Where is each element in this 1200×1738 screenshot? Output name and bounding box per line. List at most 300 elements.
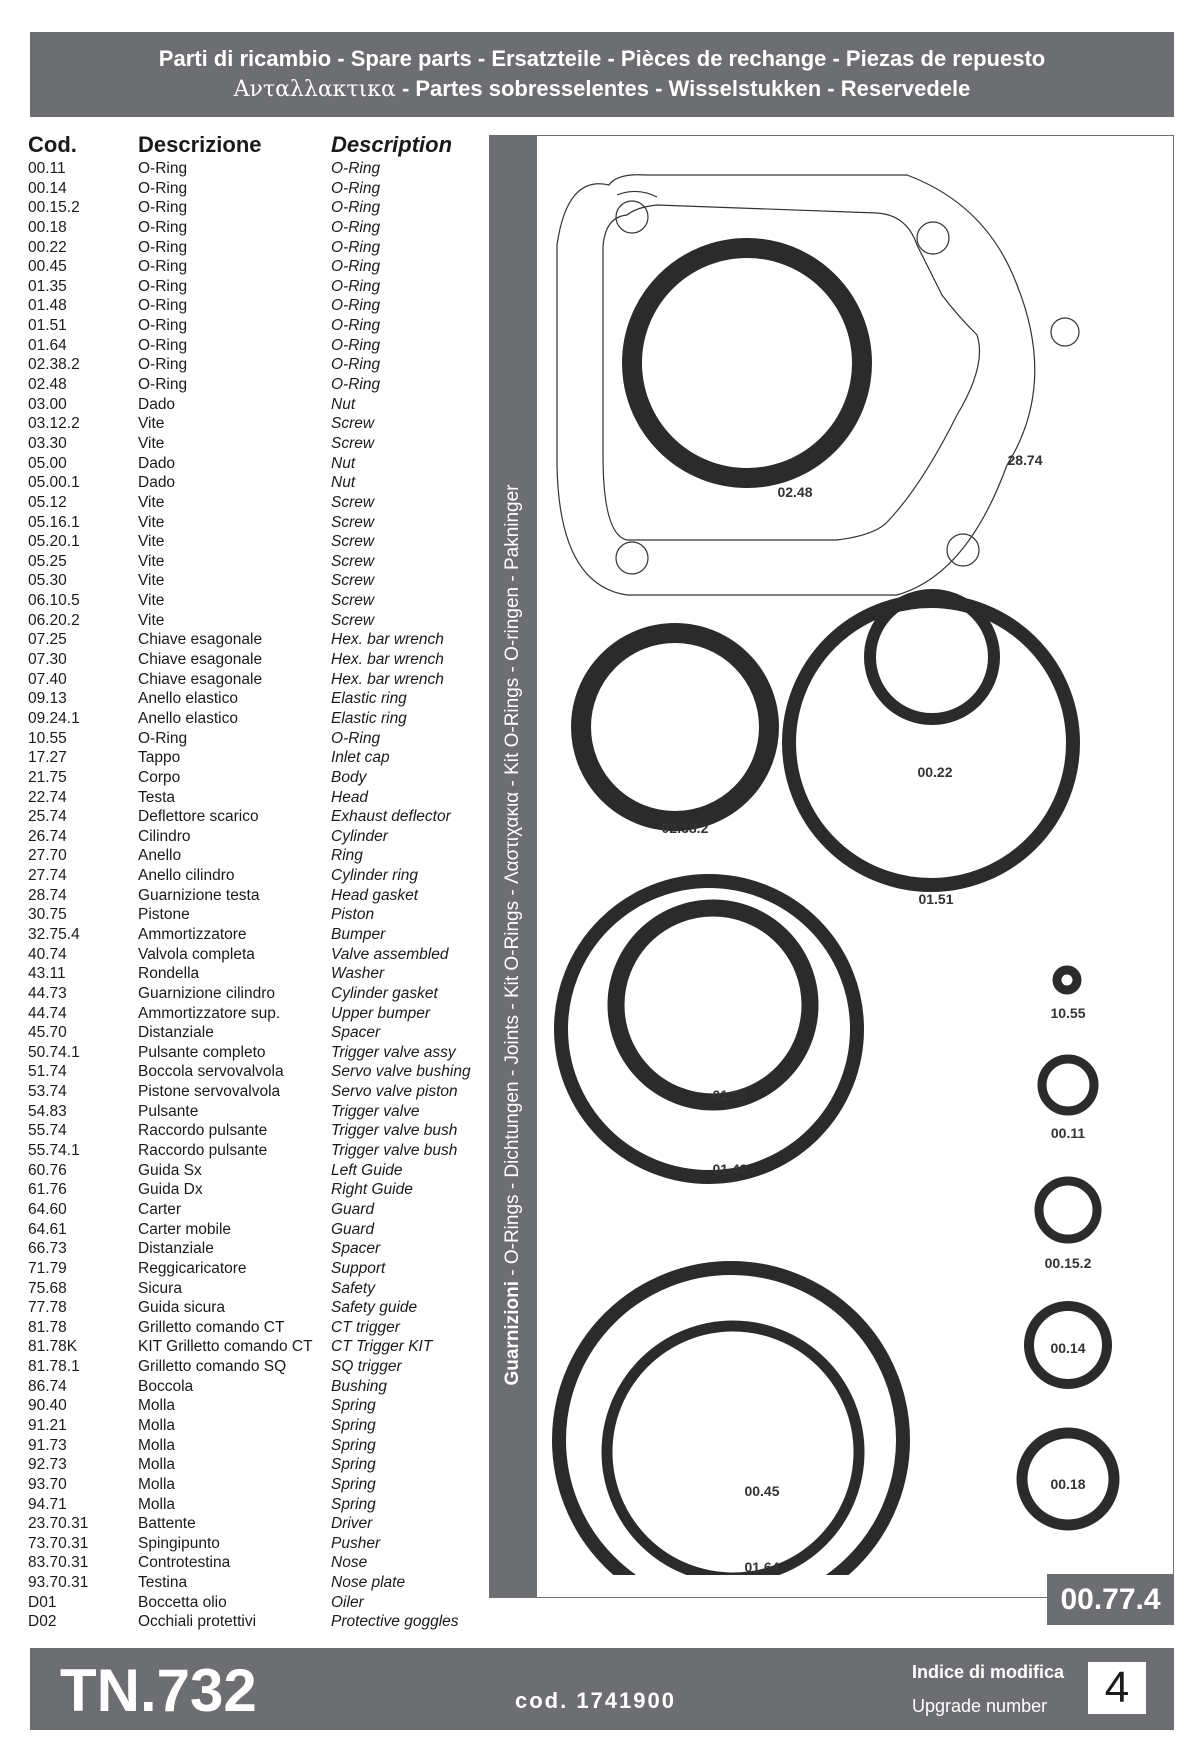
part-description-en: Spring [331,1417,376,1434]
part-code: 83.70.31 [28,1554,89,1572]
part-code: 00.11 [28,160,66,177]
model-number: TN.732 [60,1657,257,1724]
table-row [28,1102,488,1122]
part-description-en: Screw [331,493,375,511]
part-description-it: Anello elastico [138,690,238,708]
part-description-en: Guard [331,1200,375,1218]
part-code: 75.68 [28,1279,67,1297]
part-description-en: O-Ring [331,199,381,217]
part-description-en: Trigger valve bush [331,1122,458,1140]
part-description-it: Pulsante completo [138,1043,266,1061]
part-code: 40.74 [28,945,67,963]
part-description-it: Dado [138,454,176,472]
table-row [28,1062,488,1082]
table-row [28,1553,488,1573]
part-code: 05.25 [28,552,67,570]
table-row [28,689,488,709]
part-code: 64.61 [28,1220,67,1238]
part-code: 55.74 [28,1122,67,1140]
part-description-en: Trigger valve bush [331,1142,458,1160]
part-code: 55.74.1 [28,1142,80,1160]
table-row [28,414,488,434]
footer-bar [30,1648,1174,1730]
table-row [28,1455,488,1475]
part-description-en: Nut [331,454,356,472]
part-description-it: Vite [138,434,165,452]
part-code: 91.21 [28,1417,67,1434]
label-01-51: 01.51 [918,891,954,907]
part-code: 01.64 [28,336,67,354]
catalog-code: cod. 1741900 [515,1688,676,1713]
part-description-en: Valve assembled [331,945,449,963]
part-description-it: Chiave esagonale [138,670,263,688]
label-00-11: 00.11 [1050,1125,1086,1141]
part-description-en: Screw [331,572,375,590]
part-code: 54.83 [28,1102,67,1120]
part-code: 05.00.1 [28,474,80,492]
table-row [28,1082,488,1102]
label-01-48: 01.48 [712,1161,748,1177]
table-row [28,296,488,316]
table-row [28,1141,488,1161]
part-description-it: Chiave esagonale [138,631,263,649]
parts-table-header [28,132,488,158]
part-description-it: Dado [138,395,176,413]
part-code: 03.00 [28,395,67,413]
part-description-en: Hex. bar wrench [331,651,444,669]
part-description-it: Sicura [138,1279,182,1297]
part-description-it: Vite [138,513,165,531]
table-row [28,1534,488,1554]
o-ring-kit-diagram [537,135,1167,1575]
part-description-it: Ammortizzatore [138,925,247,943]
part-description-it: Vite [138,592,165,610]
table-row [28,591,488,611]
part-description-en: Hex. bar wrench [331,670,444,688]
table-row [28,925,488,945]
part-description-it: Corpo [138,768,181,786]
kit-code-box: 00.77.4 [1047,1574,1174,1625]
table-row [28,493,488,513]
table-row [28,434,488,454]
part-code: 51.74 [28,1063,67,1081]
part-description-en: O-Ring [331,317,381,335]
table-row [28,1121,488,1141]
part-code: 30.75 [28,906,67,924]
part-description-en: Oiler [331,1593,364,1611]
part-description-en: Driver [331,1515,373,1533]
table-row [28,552,488,572]
part-code: 93.70.31 [28,1574,89,1592]
part-code: 07.40 [28,670,67,688]
table-row [28,866,488,886]
header-title-line2 [30,74,1174,105]
part-code: 27.74 [28,867,67,885]
table-row [28,179,488,199]
part-description-it: O-Ring [138,277,188,295]
part-code: 00.15.2 [28,199,80,217]
part-code: 45.70 [28,1024,67,1042]
part-description-it: Boccetta olio [138,1593,227,1611]
label-00-18: 00.18 [1050,1476,1086,1492]
part-code: 94.71 [28,1495,67,1513]
o-ring-00-45 [607,1326,859,1575]
part-code: 32.75.4 [28,925,80,943]
upgrade-label-en: Upgrade number [912,1696,1048,1716]
table-row [28,316,488,336]
part-description-en: Elastic ring [331,709,407,727]
table-row [28,454,488,474]
part-description-en: Protective goggles [331,1613,459,1631]
part-description-it: Valvola completa [138,945,255,963]
part-description-en: Spring [331,1436,376,1454]
part-description-en: Screw [331,533,375,551]
part-description-it: Vite [138,493,165,511]
part-description-en: Exhaust deflector [331,808,451,826]
part-description-en: Inlet cap [331,749,390,767]
upgrade-number: 4 [1088,1662,1146,1714]
part-description-en: Ring [331,847,363,865]
table-row [28,277,488,297]
part-description-en: O-Ring [331,376,381,394]
part-description-en: Nut [331,474,356,492]
part-description-it: Reggicaricatore [138,1259,247,1277]
part-description-en: Servo valve bushing [331,1063,471,1081]
part-description-it: Pistone [138,906,190,924]
part-description-en: Trigger valve [331,1102,420,1120]
part-description-it: O-Ring [138,160,188,177]
part-description-it: Occhiali protettivi [138,1613,257,1631]
part-description-it: Vite [138,552,165,570]
part-code: 92.73 [28,1456,67,1474]
table-row [28,1573,488,1593]
part-description-en: Screw [331,592,375,610]
part-description-it: Guarnizione testa [138,886,260,904]
table-row [28,1337,488,1357]
part-code: 02.48 [28,376,67,394]
part-description-it: O-Ring [138,729,188,747]
table-row [28,571,488,591]
part-description-it: Vite [138,533,165,551]
table-row [28,375,488,395]
part-description-it: Boccola [138,1377,194,1395]
part-code: 60.76 [28,1161,67,1179]
o-ring-00-15-2 [1039,1181,1097,1239]
part-description-en: Trigger valve assy [331,1043,456,1061]
table-row [28,473,488,493]
part-description-en: Nut [331,395,356,413]
part-description-it: O-Ring [138,317,188,335]
part-description-en: Head gasket [331,886,419,904]
table-row [28,1475,488,1495]
part-code: 23.70.31 [28,1515,89,1533]
table-row [28,846,488,866]
table-row [28,532,488,552]
o-ring-00-11 [1042,1059,1094,1111]
part-code: 64.60 [28,1200,67,1218]
part-description-it: Grilletto comando SQ [138,1358,287,1376]
part-description-it: Anello elastico [138,709,238,727]
part-description-en: Upper bumper [331,1004,431,1022]
part-description-en: Screw [331,513,375,531]
label-01-64: 01.64 [744,1559,780,1575]
part-description-it: Distanziale [138,1240,214,1258]
part-description-it: Anello [138,847,182,865]
upgrade-label-it: Indice di modifica [912,1662,1065,1682]
table-row [28,1279,488,1299]
part-description-it: Molla [138,1495,176,1513]
part-description-it: KIT Grilletto comando CT [138,1338,313,1356]
part-description-en: Screw [331,434,375,452]
table-row [28,238,488,258]
part-code: 01.51 [28,317,67,335]
table-row [28,1357,488,1377]
part-description-it: Carter mobile [138,1220,232,1238]
table-row [28,709,488,729]
label-02-38-2: 02.38.2 [661,820,709,836]
table-row [28,729,488,749]
part-description-en: O-Ring [331,297,381,315]
table-row [28,1612,488,1632]
part-description-it: Molla [138,1456,176,1474]
part-code: 10.55 [28,729,67,747]
part-description-it: Carter [138,1200,182,1218]
part-code: 06.10.5 [28,592,80,610]
part-description-it: O-Ring [138,179,188,197]
part-description-it: Testina [138,1574,188,1592]
part-description-en: Guard [331,1220,375,1238]
part-code: 00.45 [28,258,67,276]
part-description-it: Pistone servovalvola [138,1083,281,1101]
o-ring-01-35 [616,908,810,1102]
o-ring-10-55 [1057,970,1077,990]
part-description-it: O-Ring [138,238,188,256]
part-code: 44.74 [28,1004,67,1022]
part-description-it: O-Ring [138,356,188,374]
table-row [28,1180,488,1200]
table-row [28,1495,488,1515]
part-code: D02 [28,1613,57,1631]
part-description-en: Right Guide [331,1181,413,1199]
part-description-en: Body [331,768,367,786]
part-description-it: Vite [138,572,165,590]
part-code: 00.18 [28,218,67,236]
part-code: 21.75 [28,768,67,786]
table-row [28,198,488,218]
part-code: 81.78.1 [28,1358,80,1376]
part-description-en: Spacer [331,1240,381,1258]
part-description-it: Anello cilindro [138,867,235,885]
part-code: 07.25 [28,631,67,649]
part-description-it: O-Ring [138,297,188,315]
part-code: 03.30 [28,434,67,452]
table-row [28,1318,488,1338]
table-row [28,748,488,768]
table-row [28,1043,488,1063]
part-description-en: O-Ring [331,179,381,197]
part-code: 05.00 [28,454,67,472]
part-code: 05.30 [28,572,67,590]
part-code: 00.22 [28,238,67,256]
part-description-en: Spring [331,1397,376,1415]
part-description-it: Ammortizzatore sup. [138,1004,281,1022]
part-code: D01 [28,1593,57,1611]
part-description-it: Spingipunto [138,1534,220,1552]
table-row [28,964,488,984]
part-description-en: Elastic ring [331,690,407,708]
part-code: 22.74 [28,788,67,806]
part-code: 86.74 [28,1377,67,1395]
label-02-48: 02.48 [777,484,813,500]
table-row [28,336,488,356]
part-code: 09.13 [28,690,67,708]
column-header-code: Cod. [28,132,77,157]
table-row [28,670,488,690]
part-description-en: O-Ring [331,277,381,295]
part-description-en: Support [331,1259,386,1277]
part-code: 91.73 [28,1436,67,1454]
kit-sidebar [489,135,537,1598]
kit-sidebar-bold: Guarnizioni [502,1281,523,1386]
part-code: 81.78 [28,1318,67,1336]
part-code: 05.20.1 [28,533,80,551]
part-code: 05.12 [28,493,67,511]
label-00-15-2: 00.15.2 [1044,1255,1092,1271]
label-00-45: 00.45 [744,1483,780,1499]
table-row [28,1161,488,1181]
part-description-en: Hex. bar wrench [331,631,444,649]
part-code: 71.79 [28,1259,67,1277]
part-description-it: Vite [138,415,165,433]
part-description-it: Guida sicura [138,1299,226,1317]
part-description-it: Tappo [138,749,181,767]
part-description-it: O-Ring [138,258,188,276]
part-description-it: O-Ring [138,336,188,354]
part-description-it: Boccola servovalvola [138,1063,284,1081]
table-row [28,1298,488,1318]
table-row [28,395,488,415]
part-description-it: Molla [138,1475,176,1493]
part-description-it: Chiave esagonale [138,651,263,669]
part-code: 73.70.31 [28,1534,89,1552]
part-code: 28.74 [28,886,67,904]
part-code: 66.73 [28,1240,67,1258]
part-code: 03.12.2 [28,415,80,433]
parts-table-body [28,159,488,1632]
table-row [28,886,488,906]
table-row [28,1377,488,1397]
part-description-it: Dado [138,474,176,492]
part-description-en: Nose [331,1554,368,1572]
part-code: 61.76 [28,1181,67,1199]
part-description-en: Washer [331,965,385,983]
table-row [28,905,488,925]
part-description-en: Nose plate [331,1574,406,1592]
table-row [28,1200,488,1220]
part-description-it: Molla [138,1397,176,1415]
part-description-en: Safety guide [331,1299,418,1317]
part-description-en: O-Ring [331,218,381,236]
o-ring-02-48 [632,248,862,478]
label-00-14: 00.14 [1050,1340,1086,1356]
part-code: 01.48 [28,297,67,315]
part-code: 02.38.2 [28,356,80,374]
part-code: 90.40 [28,1397,67,1415]
part-description-en: Safety [331,1279,375,1297]
part-code: 01.35 [28,277,67,295]
kit-sidebar-text [498,285,528,1585]
part-code: 00.14 [28,179,67,197]
part-description-it: Testa [138,788,176,806]
part-description-en: Left Guide [331,1161,403,1179]
part-description-it: Raccordo pulsante [138,1142,268,1160]
header-title-line1: Parti di ricambio - Spare parts - Ersatzteile - Pièces de rechange - Piezas de repuesto [158,46,1046,71]
part-code: 09.24.1 [28,709,80,727]
column-header-descrizione: Descrizione [138,132,262,157]
part-description-en: Bumper [331,925,386,943]
label-10-55: 10.55 [1050,1005,1086,1021]
part-description-en: CT Trigger KIT [331,1338,433,1356]
part-description-en: O-Ring [331,729,381,747]
part-description-it: Raccordo pulsante [138,1122,268,1140]
table-row [28,768,488,788]
part-description-en: Cylinder ring [331,867,419,885]
part-description-en: Spacer [331,1024,381,1042]
table-row [28,945,488,965]
part-code: 07.30 [28,651,67,669]
part-description-it: O-Ring [138,218,188,236]
part-description-it: Battente [138,1515,196,1533]
parts-table [28,132,488,1632]
part-description-en: Piston [331,906,375,924]
o-ring-01-51 [789,601,1073,885]
label-00-22: 00.22 [917,764,953,780]
header-banner [30,32,1174,117]
part-description-it: Distanziale [138,1024,214,1042]
part-description-en: Cylinder [331,827,388,845]
part-description-en: Servo valve piston [331,1083,458,1101]
part-code: 53.74 [28,1083,67,1101]
column-header-description: Description [331,132,453,157]
table-row [28,650,488,670]
part-description-en: O-Ring [331,238,381,256]
table-row [28,1416,488,1436]
part-code: 06.20.2 [28,611,80,629]
table-row [28,984,488,1004]
table-row [28,807,488,827]
part-description-en: O-Ring [331,356,381,374]
table-row [28,159,488,179]
part-description-en: Screw [331,611,375,629]
part-description-en: Cylinder gasket [331,984,438,1002]
part-code: 17.27 [28,749,67,767]
part-description-en: Screw [331,552,375,570]
table-row [28,1593,488,1613]
header-greek-word: Ανταλλακτικα [233,77,396,102]
part-description-it: Grilletto comando CT [138,1318,285,1336]
part-description-it: Deflettore scarico [138,808,259,826]
part-description-it: Pulsante [138,1102,199,1120]
table-row [28,355,488,375]
part-description-it: O-Ring [138,376,188,394]
header-title-line2-rest: - Partes sobresselentes - Wisselstukken - Reservedele [395,76,971,101]
table-row [28,1259,488,1279]
table-row [28,218,488,238]
part-description-en: O-Ring [331,258,381,276]
o-ring-02-38-2 [581,633,769,821]
part-code: 43.11 [28,965,66,983]
part-description-it: Cilindro [138,827,191,845]
